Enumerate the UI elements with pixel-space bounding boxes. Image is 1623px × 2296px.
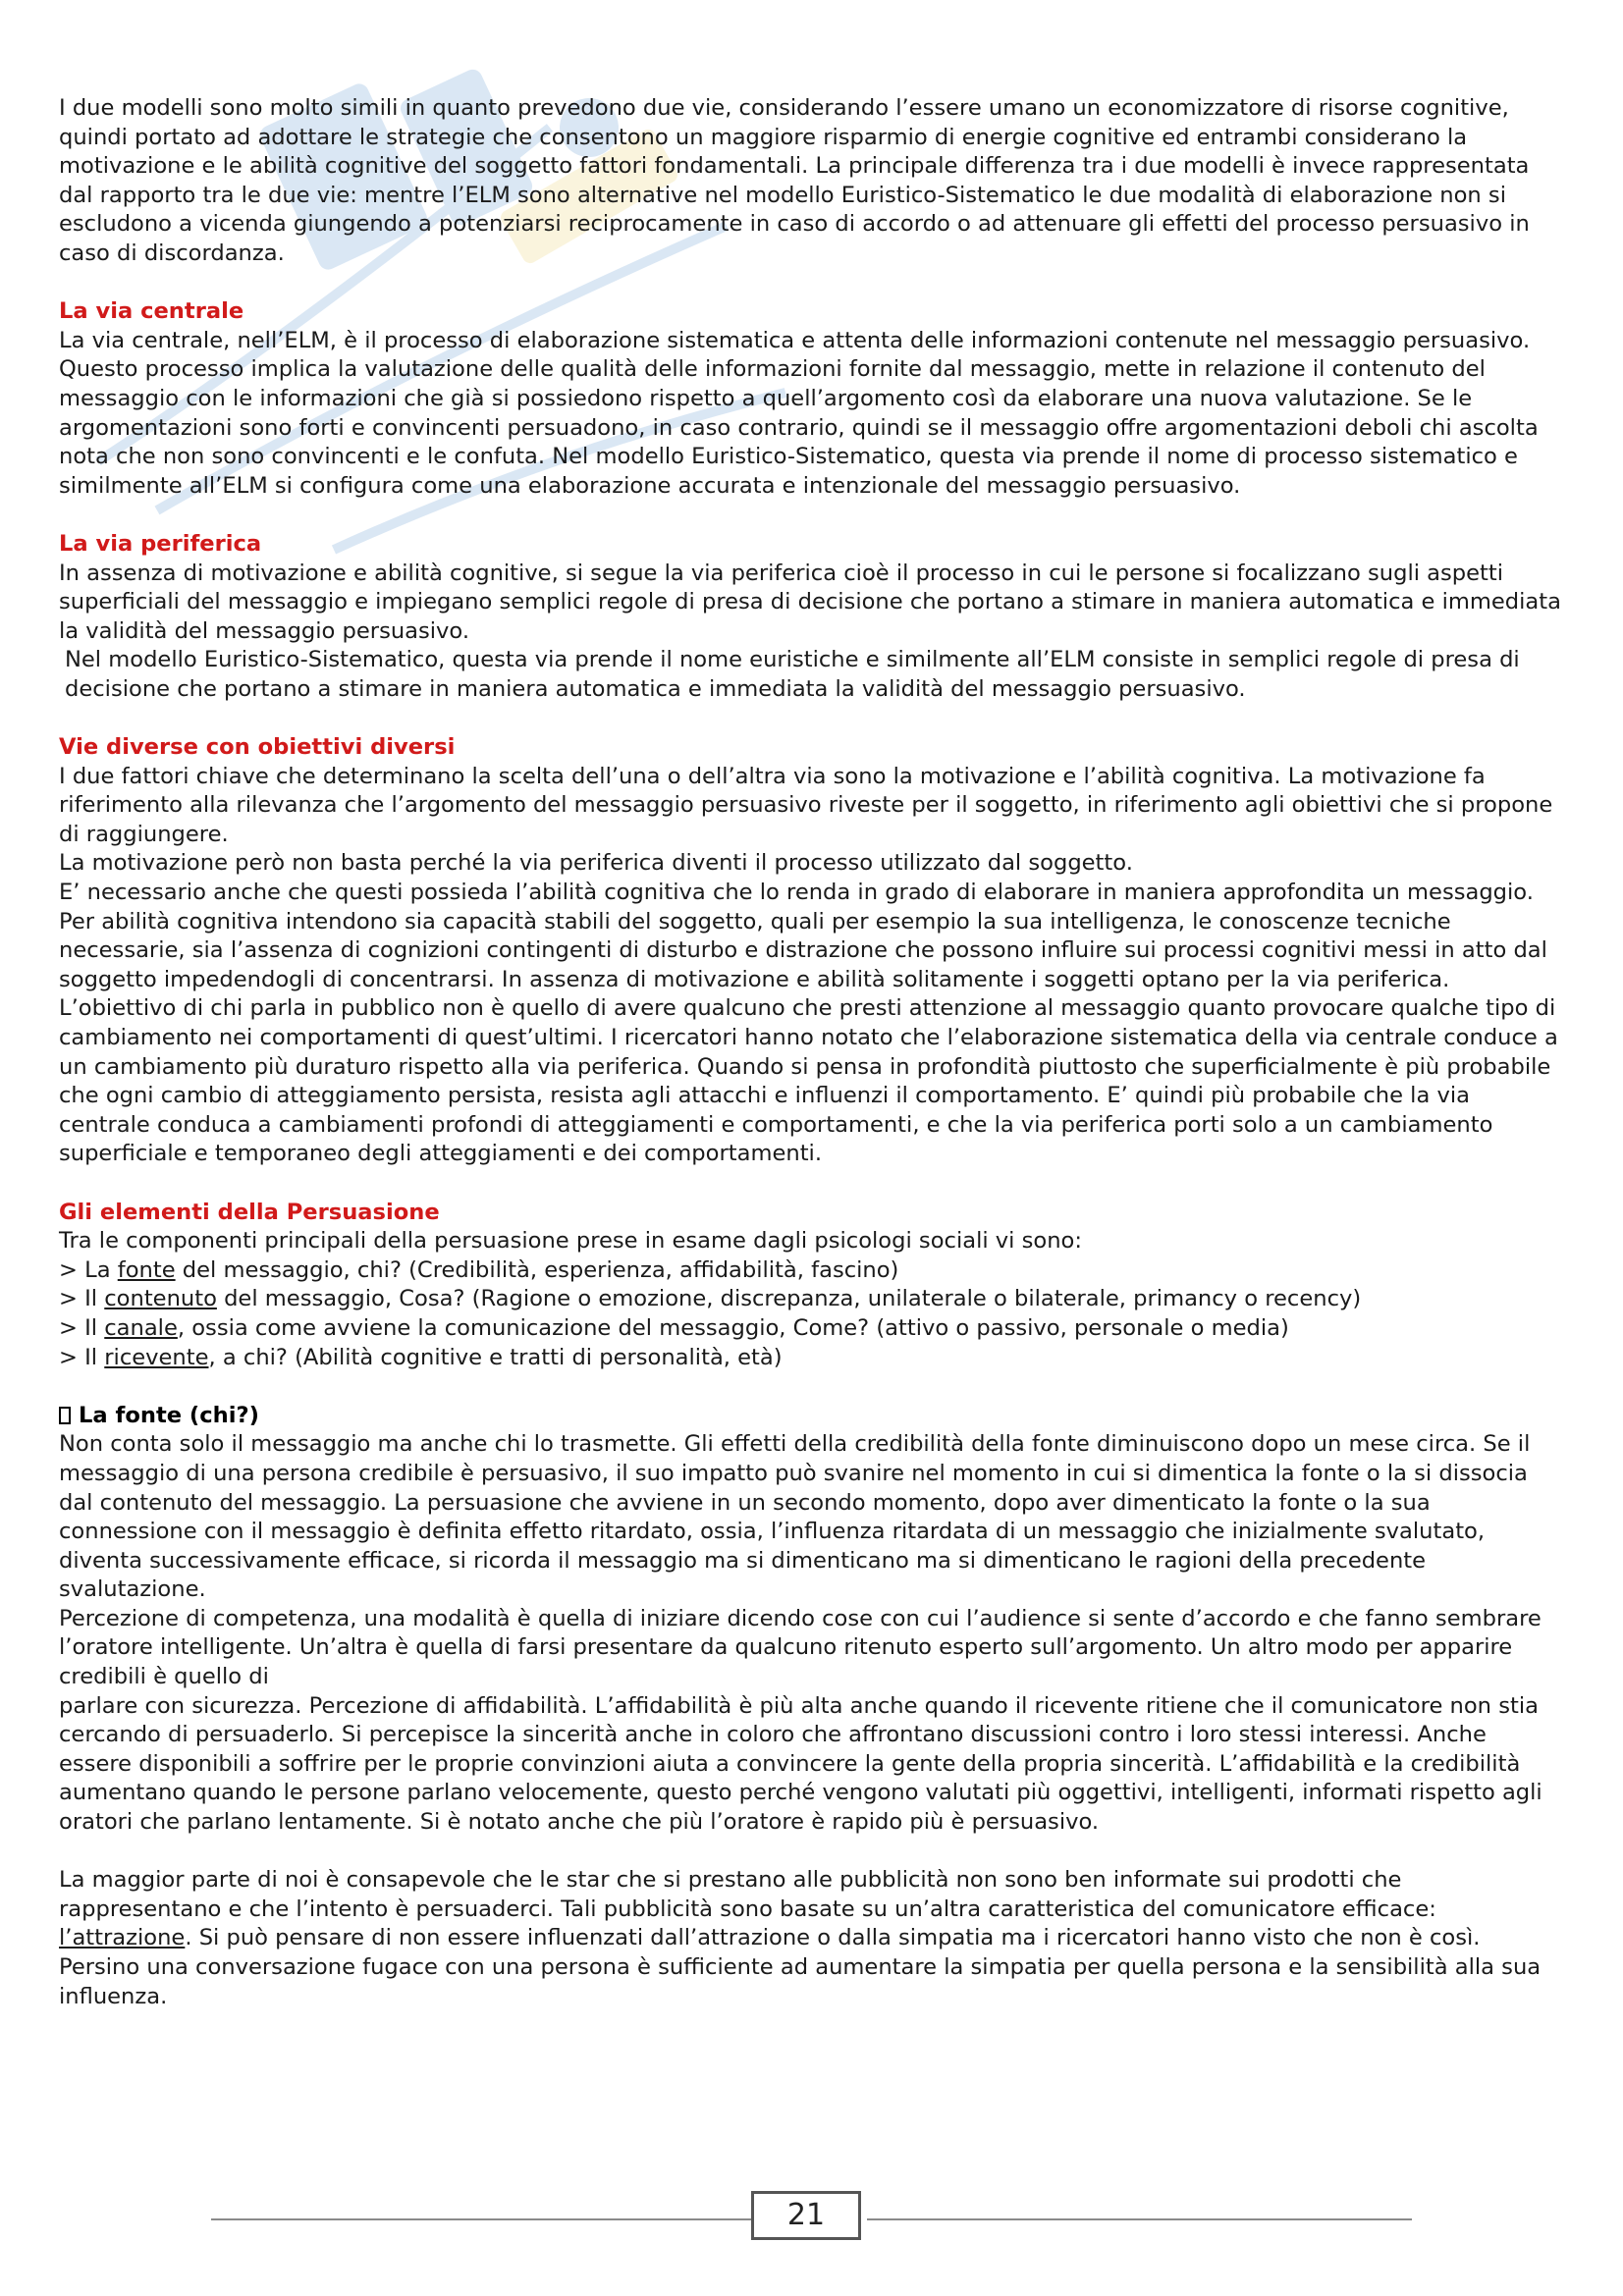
- section-title: Vie diverse con obiettivi diversi: [59, 734, 456, 761]
- paragraph: Tra le componenti principali della persuasione prese in esame dagli psicologi sociali vi sono:: [59, 1228, 1082, 1255]
- section-via-periferica: [59, 530, 1563, 705]
- intro-paragraph: I due modelli sono molto simili in quanto prevedono due vie, considerando l’essere umano un economizzatore di risorse cognitive, quindi portato ad adottare le strategie che consentono un maggiore risparmio di energie cognitive ed entrambi considerano la motivazione e le abilità cognitive del soggetto fattori fondamentali. La principale differenza tra i due modelli è invece rappresentata dal rapporto tra le due vie: mentre l’ELM sono alternative nel modello Euristico-Sistematico le due modalità di elaborazione non si escludono a vicenda giungendo a potenziarsi reciprocamente in caso di accordo o ad attenuare gli effetti del processo persuasivo in caso di discordanza.: [59, 95, 1530, 266]
- paragraph: Percezione di competenza, una modalità è quella di iniziare dicendo cose con cui l’audience si sente d’accordo e che fanno sembrare l’oratore intelligente. Un’altra è quella di farsi presentare da qualcuno ritenuto esperto sull’argomento. Un altro modo per apparire credibili è quello di: [59, 1605, 1542, 1690]
- page-number: 21: [751, 2191, 861, 2240]
- underlined-term: fonte: [117, 1256, 176, 1283]
- paragraph: parlare con sicurezza. Percezione di affidabilità. L’affidabilità è più alta anche quando il ricevente ritiene che il comunicatore non stia cercando di persuaderlo. Si percepisce la sincerità anche in coloro che affrontano discussioni contro i loro stessi interessi. Anche essere disponibili a soffrire per le proprie convinzioni aiuta a convincere la gente della propria sincerità. L’affidabilità e la credibilità aumentano quando le persone parlano velocemente, questo perché vengono valutati più oggettivi, intelligenti, informati rispetto agli oratori che parlano lentamente. Si è notato anche che più l’oratore è rapido più è persuasivo.: [59, 1692, 1542, 1836]
- list-item: > Il contenuto del messaggio, Cosa? (Ragione o emozione, discrepanza, unilaterale o bilaterale, primancy o recency): [59, 1286, 1362, 1312]
- list-item: > Il canale, ossia come avviene la comunicazione del messaggio, Come? (attivo o passivo, personale o media): [59, 1314, 1289, 1341]
- paragraph: La motivazione però non basta perché la via periferica diventi il processo utilizzato dal soggetto.: [59, 850, 1133, 877]
- paragraph: E’ necessario anche che questi possieda l’abilità cognitiva che lo renda in grado di elaborare in maniera approfondita un messaggio.: [59, 880, 1534, 906]
- list-item: > Il ricevente, a chi? (Abilità cognitive e tratti di personalità, età): [59, 1344, 783, 1370]
- section-title: La via centrale: [59, 298, 244, 325]
- underlined-term: ricevente: [104, 1344, 209, 1370]
- underlined-term: canale: [104, 1314, 178, 1341]
- section-title: La via periferica: [59, 530, 262, 557]
- footer-rule-left: [211, 2218, 751, 2220]
- section-via-centrale: [59, 297, 1563, 501]
- page-content: [59, 94, 1563, 2011]
- paragraph: La maggior parte di noi è consapevole che le star che si prestano alle pubblicità non sono ben informate sui prodotti che rappresentano e che l’intento è persuaderci. Tali pubblicità sono basate su un’altra caratteristica del comunicatore efficace: l’attrazione. Si può pensare di non essere influenzati dall’attrazione o dalla simpatia ma i ricercatori hanno visto che non è così.: [59, 1867, 1481, 1951]
- paragraph: I due fattori chiave che determinano la scelta dell’una o dell’altra via sono la motivazione e l’abilità cognitiva. La motivazione fa riferimento alla rilevanza che l’argomento del messaggio persuasivo riveste per il soggetto, in riferimento agli obiettivi che si propone di raggiungere.: [59, 763, 1553, 847]
- paragraph: In assenza di motivazione e abilità cognitive, si segue la via periferica cioè il processo in cui le persone si focalizzano sugli aspetti superficiali del messaggio e impiegano semplici regole di presa di decisione che portano a stimare in maniera automatica e immediata la validità del messaggio persuasivo.: [59, 560, 1561, 644]
- section-elementi: [59, 1199, 1563, 1373]
- underlined-term: l’attrazione: [59, 1925, 186, 1951]
- section-title: Gli elementi della Persuasione: [59, 1199, 440, 1225]
- underlined-term: contenuto: [104, 1286, 217, 1312]
- square-bullet-icon: [59, 1407, 71, 1424]
- list-item: > La fonte del messaggio, chi? (Credibilità, esperienza, affidabilità, fascino): [59, 1256, 899, 1283]
- page-footer: [0, 2191, 1623, 2250]
- paragraph: Per abilità cognitiva intendono sia capacità stabili del soggetto, quali per esempio la sua intelligenza, le conoscenze tecniche necessarie, sia l’assenza di cognizioni contingenti di disturbo e distrazione che possono influire sui processi cognitivi messi in atto dal soggetto impedendogli di concentrarsi. In assenza di motivazione e abilità solitamente i soggetti optano per la via periferica. L’obiettivo di chi parla in pubblico non è quello di avere qualcuno che presti attenzione al messaggio quanto provocare qualche tipo di cambiamento nei comportamenti di quest’ultimi. I ricercatori hanno notato che l’elaborazione sistematica della via centrale conduce a un cambiamento più duraturo rispetto alla via periferica. Quando si pensa in profondità piuttosto che superficialmente è più probabile che ogni cambio di atteggiamento persista, resista agli attacchi e influenzi il comportamento. E’ quindi più probabile che la via centrale conduca a cambiamenti profondi di atteggiamenti e comportamenti, e che la via periferica porti solo a un cambiamento superficiale e temporaneo degli atteggiamenti e dei comportamenti.: [59, 908, 1558, 1167]
- paragraph: Non conta solo il messaggio ma anche chi lo trasmette. Gli effetti della credibilità della fonte diminuiscono dopo un mese circa. Se il messaggio di una persona credibile è persuasivo, il suo impatto può svanire nel momento in cui si dimentica la fonte o la si dissocia dal contenuto del messaggio. La persuasione che avviene in un secondo momento, dopo aver dimenticato la fonte o la sua connessione con il messaggio è definita effetto ritardato, ossia, l’influenza ritardata di un messaggio che inizialmente svalutato, diventa successivamente efficace, si ricorda il messaggio ma si dimenticano ma si dimenticano le ragioni della precedente svalutazione.: [59, 1431, 1531, 1603]
- section-title: La fonte (chi?): [59, 1402, 1563, 1431]
- section-fonte: [59, 1402, 1563, 1838]
- paragraph: La via centrale, nell’ELM, è il processo di elaborazione sistematica e attenta delle informazioni contenute nel messaggio persuasivo. Questo processo implica la valutazione delle qualità delle informazioni fornite dal messaggio, mette in relazione il contenuto del messaggio con le informazioni che già si possiedono rispetto a quell’argomento così da elaborare una nuova valutazione. Se le argomentazioni sono forti e convincenti persuadono, in caso contrario, quindi se il messaggio offre argomentazioni deboli chi ascolta nota che non sono convincenti e le confuta. Nel modello Euristico-Sistematico, questa via prende il nome di processo sistematico e similmente all’ELM si configura come una elaborazione accurata e intenzionale del messaggio persuasivo.: [59, 327, 1539, 499]
- paragraph: Nel modello Euristico-Sistematico, questa via prende il nome euristiche e similmente all’ELM consiste in semplici regole di presa di decisione che portano a stimare in maniera automatica e immediata la validità del messaggio persuasivo.: [65, 647, 1520, 702]
- footer-rule-right: [867, 2218, 1412, 2220]
- paragraph: Persino una conversazione fugace con una persona è sufficiente ad aumentare la simpatia per quella persona e la sensibilità alla sua influenza.: [59, 1954, 1542, 2009]
- section-vie-diverse: [59, 733, 1563, 1169]
